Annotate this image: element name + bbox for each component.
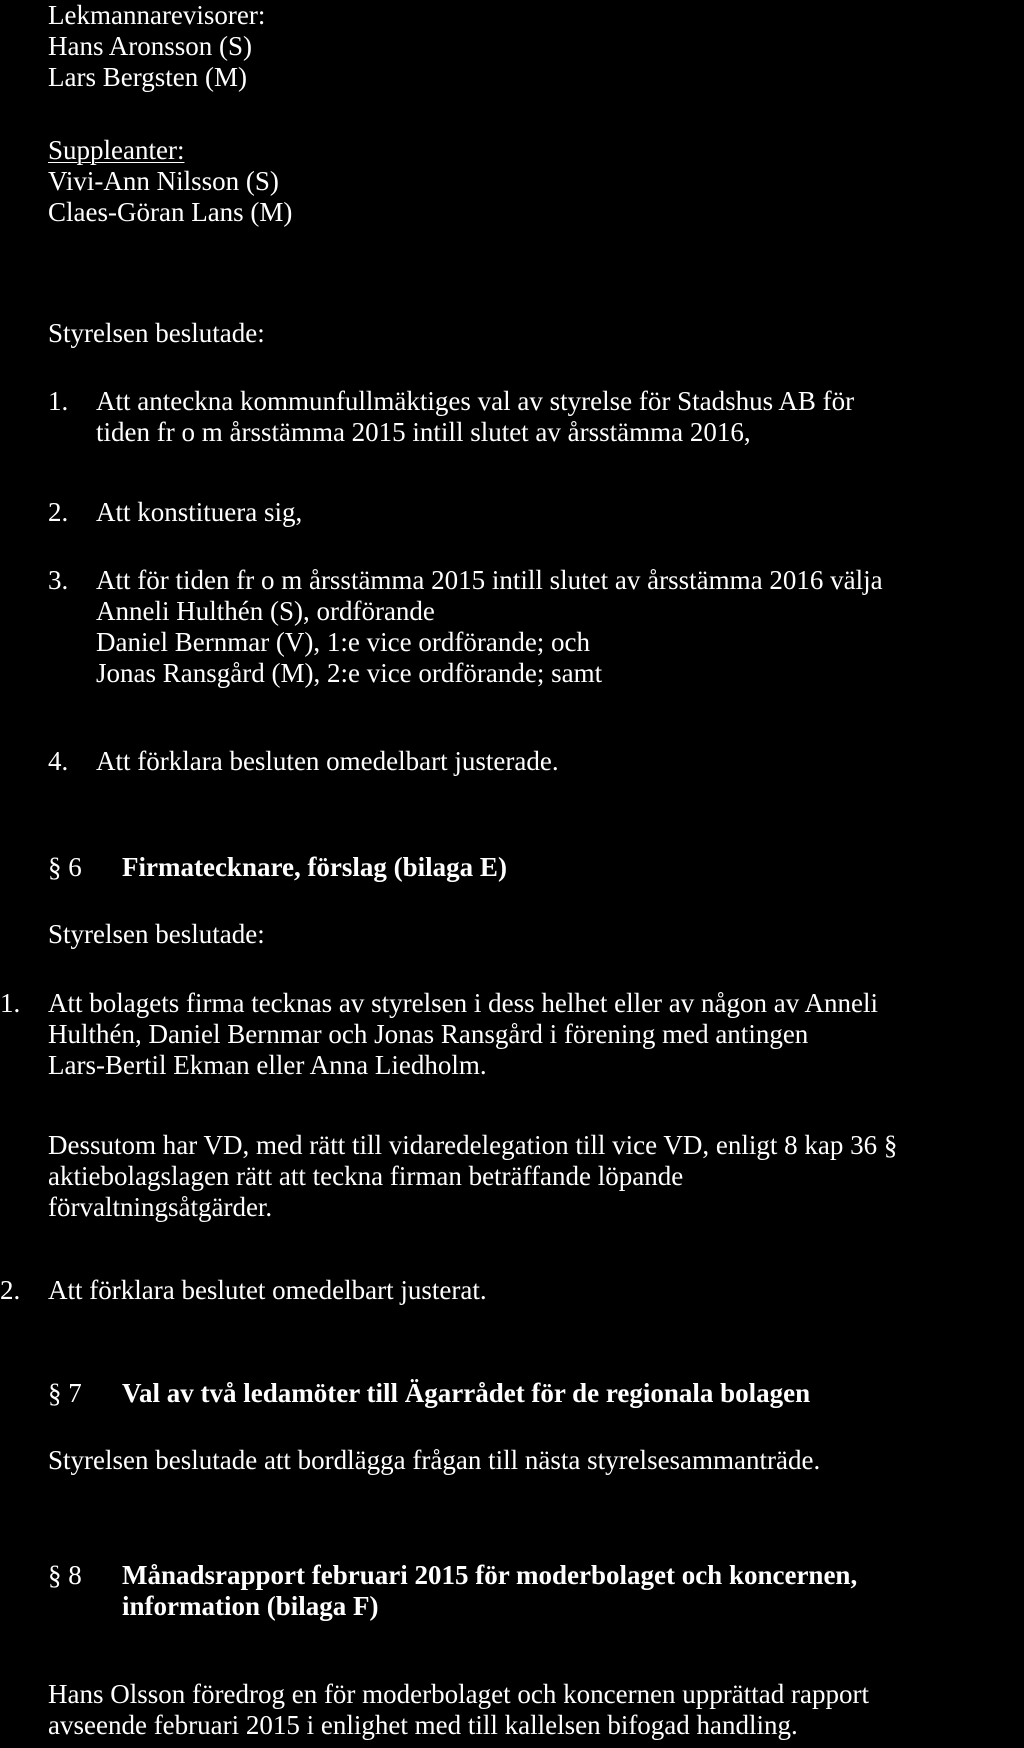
list-item-text: Anneli Hulthén (S), ordförande [96, 596, 435, 626]
list-item-text: Att bolagets firma tecknas av styrelsen i dess helhet eller av någon av Anneli [48, 988, 878, 1018]
body-text: Hans Olsson föredrog en för moderbolaget och koncernen upprättad rapport [48, 1679, 869, 1709]
list-item-text: Att förklara beslutet omedelbart justerat. [48, 1275, 487, 1305]
auditor-member: Lars Bergsten (M) [48, 62, 247, 92]
list-item-text: Lars-Bertil Ekman eller Anna Liedholm. [48, 1050, 487, 1080]
list-item-text: tiden fr o m årsstämma 2015 intill slutet av årsstämma 2016, [96, 417, 751, 447]
section7-text: Styrelsen beslutade att bordlägga frågan till nästa styrelsesammanträde. [48, 1445, 821, 1475]
list-item-number: 4. [48, 746, 69, 776]
deputies-block [48, 135, 292, 228]
section-symbol: § 6 [48, 852, 82, 882]
section5-intro: Styrelsen beslutade: [48, 318, 265, 348]
body-text: avseende februari 2015 i enlighet med till kallelsen bifogad handling. [48, 1710, 798, 1740]
section6-note [48, 1130, 897, 1223]
note-text: Dessutom har VD, med rätt till vidaredelegation till vice VD, enligt 8 kap 36 § [48, 1130, 898, 1160]
section-title: information (bilaga F) [122, 1591, 379, 1621]
deputy-member: Claes-Göran Lans (M) [48, 197, 293, 227]
auditor-member: Hans Aronsson (S) [48, 31, 253, 61]
list-item-number: 2. [48, 497, 69, 527]
auditors-block [48, 0, 265, 93]
list-item-text: Att förklara besluten omedelbart justerade. [96, 746, 559, 776]
auditors-heading: Lekmannarevisorer: [48, 0, 266, 30]
list-item-text: Daniel Bernmar (V), 1:e vice ordförande; och [96, 627, 591, 657]
list-item-text: Att för tiden fr o m årsstämma 2015 intill slutet av årsstämma 2016 välja [96, 565, 883, 595]
section-title: Val av två ledamöter till Ägarrådet för de regionala bolagen [122, 1378, 811, 1408]
note-text: aktiebolagslagen rätt att teckna firman beträffande löpande [48, 1161, 684, 1191]
section-title: Firmatecknare, förslag (bilaga E) [122, 852, 507, 882]
note-text: förvaltningsåtgärder. [48, 1192, 273, 1222]
section-symbol: § 8 [48, 1560, 82, 1590]
deputy-member: Vivi-Ann Nilsson (S) [48, 166, 279, 196]
list-item-number: 2. [0, 1275, 21, 1305]
list-item-text: Jonas Ransgård (M), 2:e vice ordförande; samt [96, 658, 603, 688]
section8-text [48, 1679, 869, 1741]
list-item-number: 1. [48, 386, 69, 416]
deputies-heading: Suppleanter: [48, 135, 185, 165]
section-title: Månadsrapport februari 2015 för moderbolaget och koncernen, [122, 1560, 858, 1590]
section-symbol: § 7 [48, 1378, 82, 1408]
section6-intro: Styrelsen beslutade: [48, 919, 265, 949]
list-item-number: 3. [48, 565, 69, 595]
list-item-text: Hulthén, Daniel Bernmar och Jonas Ransgård i förening med antingen [48, 1019, 809, 1049]
list-item-text: Att konstituera sig, [96, 497, 303, 527]
list-item-number: 1. [0, 988, 21, 1018]
list-item-text: Att anteckna kommunfullmäktiges val av styrelse för Stadshus AB för [96, 386, 855, 416]
